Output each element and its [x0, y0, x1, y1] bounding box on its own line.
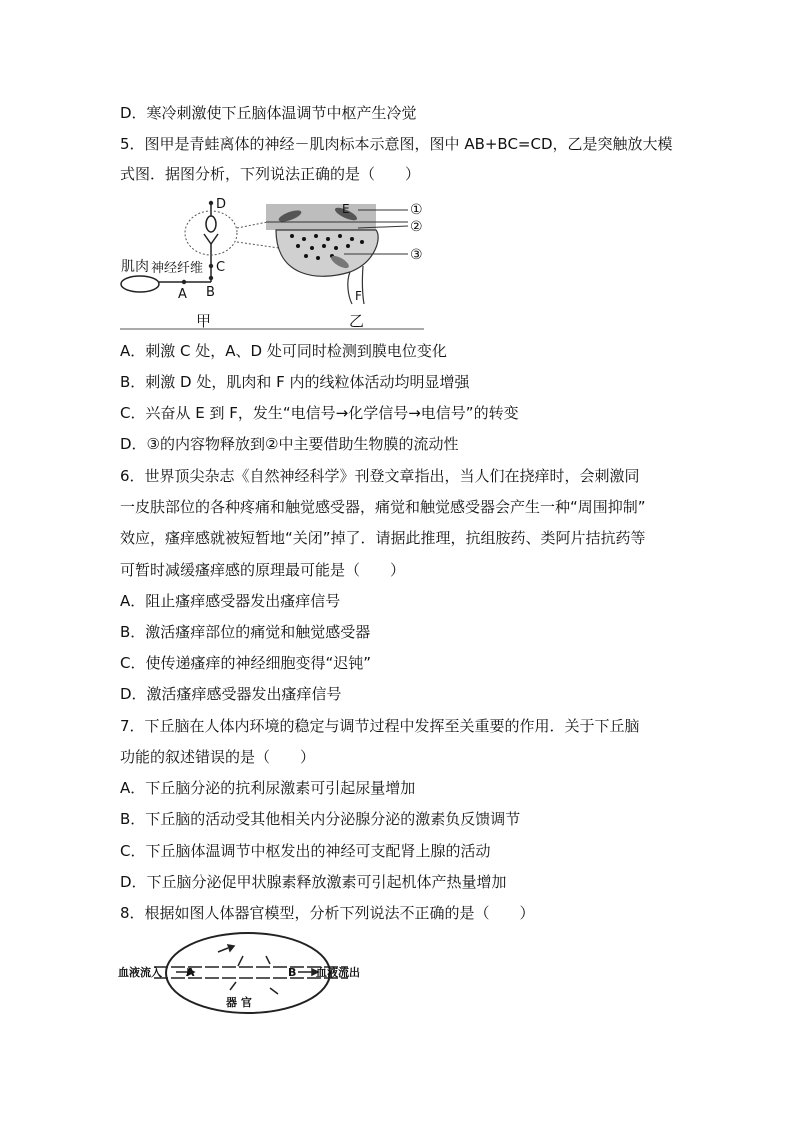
text-line: 效应，瘙痒感就被短暂地“关闭”掉了．请据此推理，抗组胺药、类阿片拮抗药等 [120, 529, 646, 547]
label-nerve-fiber: 神经纤维 [151, 261, 204, 276]
label-c: C [216, 260, 226, 275]
label-yi: 乙 [349, 312, 365, 330]
text-line: 6．世界顶尖杂志《自然神经科学》刊登文章指出，当人们在挠痒时，会刺激同 [120, 467, 640, 485]
synapse-knob [206, 216, 216, 232]
text-line: B．下丘脑的活动受其他相关内分泌腺分泌的激素负反馈调节 [120, 810, 521, 828]
label-organ: 器 官 [226, 996, 252, 1009]
label-b: B [288, 966, 297, 979]
label-a: A [178, 287, 187, 302]
text-line: 8．根据如图人体器官模型，分析下列说法不正确的是（ ） [120, 904, 535, 922]
text-line: D．激活瘙痒感受器发出瘙痒信号 [120, 685, 342, 703]
label-f: F [355, 289, 362, 303]
label-b: B [206, 285, 215, 300]
text-line: C．下丘脑体温调节中枢发出的神经可支配肾上腺的活动 [120, 842, 491, 860]
point-a [182, 280, 186, 284]
text-line: 7．下丘脑在人体内环境的稳定与调节过程中发挥至关重要的作用．关于下丘脑 [120, 717, 640, 735]
label-d: D [216, 197, 227, 212]
nerve-muscle-figure [118, 192, 430, 332]
organ-model-figure [118, 930, 363, 1018]
text-line: D．③的内容物释放到②中主要借助生物膜的流动性 [120, 435, 459, 453]
text-line: 可暂时减缓瘙痒感的原理最可能是（ ） [120, 561, 406, 579]
label-circle-2: ② [410, 219, 423, 235]
text-line: D．寒冷刺激使下丘脑体温调节中枢产生冷觉 [120, 104, 417, 122]
label-circle-1: ① [410, 202, 423, 218]
text-line: 一皮肤部位的各种疼痛和触觉感受器，痛觉和触觉感受器会产生一种“周围抑制” [120, 498, 646, 516]
label-e: E [342, 202, 350, 216]
text-line: 功能的叙述错误的是（ ） [120, 748, 316, 766]
text-line: 5．图甲是青蛙离体的神经－肌肉标本示意图，图中 AB+BC=CD，乙是突触放大模 [120, 135, 673, 153]
label-a: A [186, 966, 195, 979]
text-line: C．兴奋从 E 到 F，发生“电信号→化学信号→电信号”的转变 [120, 404, 519, 422]
point-c [209, 264, 213, 268]
label-jia: 甲 [196, 312, 212, 330]
text-line: A．下丘脑分泌的抗利尿激素可引起尿量增加 [120, 779, 416, 797]
text-line: 式图．据图分析，下列说法正确的是（ ） [120, 165, 421, 183]
text-line: A．刺激 C 处，A、D 处可同时检测到膜电位变化 [120, 342, 447, 360]
label-inflow: 血液流入 [118, 966, 162, 979]
label-circle-3: ③ [410, 247, 423, 263]
muscle-shape [121, 276, 159, 292]
text-line: A．阻止瘙痒感受器发出瘙痒信号 [120, 592, 341, 610]
text-line: B．激活瘙痒部位的痛觉和触觉感受器 [120, 623, 371, 641]
point-d [209, 201, 213, 205]
text-line: D．下丘脑分泌促甲状腺素释放激素可引起机体产热量增加 [120, 873, 507, 891]
figure-yi [266, 204, 408, 304]
point-b [209, 276, 213, 280]
text-line: C．使传递瘙痒的神经细胞变得“迟钝” [120, 654, 372, 672]
text-line: B．刺激 D 处，肌肉和 F 内的线粒体活动均明显增强 [120, 373, 470, 391]
label-muscle: 肌肉 [121, 259, 149, 275]
label-outflow: 血液流出 [316, 966, 360, 979]
